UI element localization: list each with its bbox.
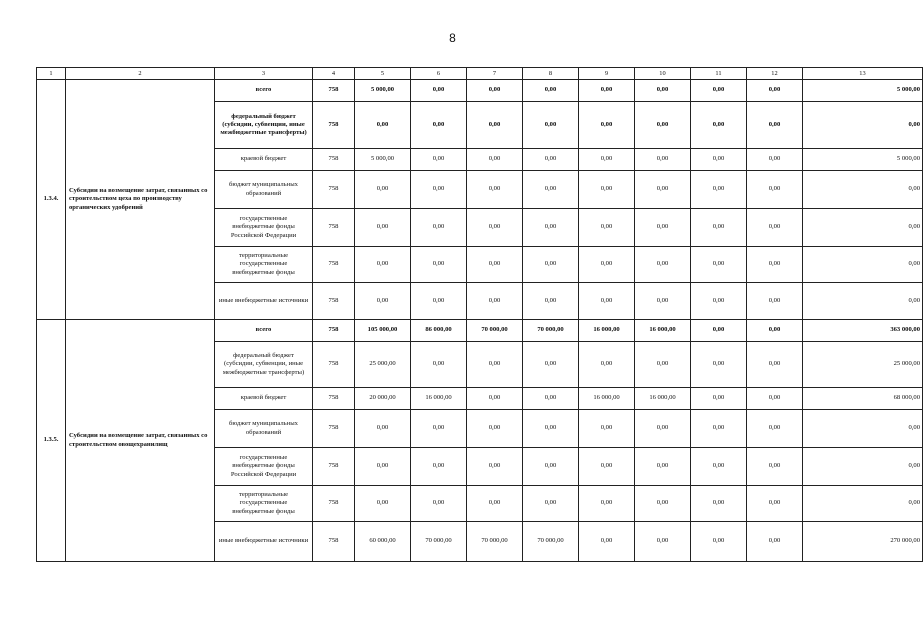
budget-table — [36, 67, 923, 562]
amount-cell: 0,00 — [523, 486, 579, 522]
amount-cell: 25 000,00 — [803, 342, 923, 388]
code-cell: 758 — [313, 448, 355, 486]
column-header: 3 — [215, 68, 313, 80]
amount-cell: 0,00 — [411, 410, 467, 448]
amount-cell: 0,00 — [523, 102, 579, 149]
amount-cell: 0,00 — [747, 320, 803, 342]
column-header: 12 — [747, 68, 803, 80]
amount-cell: 5 000,00 — [803, 149, 923, 171]
funding-source: всего — [215, 80, 313, 102]
amount-cell: 16 000,00 — [411, 388, 467, 410]
amount-cell: 0,00 — [411, 209, 467, 247]
amount-cell: 70 000,00 — [467, 522, 523, 562]
amount-cell: 0,00 — [747, 102, 803, 149]
amount-cell: 0,00 — [523, 80, 579, 102]
amount-cell: 0,00 — [691, 283, 747, 320]
amount-cell: 0,00 — [691, 320, 747, 342]
amount-cell: 0,00 — [523, 342, 579, 388]
amount-cell: 0,00 — [523, 283, 579, 320]
amount-cell: 0,00 — [355, 486, 411, 522]
amount-cell: 0,00 — [355, 410, 411, 448]
amount-cell: 0,00 — [579, 149, 635, 171]
amount-cell: 0,00 — [747, 388, 803, 410]
amount-cell: 0,00 — [579, 283, 635, 320]
amount-cell: 0,00 — [523, 209, 579, 247]
amount-cell: 0,00 — [803, 209, 923, 247]
amount-cell: 0,00 — [579, 171, 635, 209]
funding-source: государственные внебюджетные фонды Российской Федерации — [215, 448, 313, 486]
amount-cell: 0,00 — [355, 171, 411, 209]
amount-cell: 0,00 — [467, 149, 523, 171]
amount-cell: 0,00 — [803, 283, 923, 320]
amount-cell: 0,00 — [411, 247, 467, 283]
code-cell: 758 — [313, 171, 355, 209]
amount-cell: 0,00 — [691, 342, 747, 388]
amount-cell: 0,00 — [579, 342, 635, 388]
amount-cell: 0,00 — [579, 410, 635, 448]
column-header: 7 — [467, 68, 523, 80]
funding-source: государственные внебюджетные фонды Российской Федерации — [215, 209, 313, 247]
code-cell: 758 — [313, 247, 355, 283]
column-header: 11 — [691, 68, 747, 80]
code-cell: 758 — [313, 320, 355, 342]
amount-cell: 0,00 — [803, 171, 923, 209]
amount-cell: 0,00 — [411, 448, 467, 486]
amount-cell: 0,00 — [691, 522, 747, 562]
amount-cell: 0,00 — [635, 522, 691, 562]
amount-cell: 0,00 — [635, 171, 691, 209]
amount-cell: 0,00 — [691, 486, 747, 522]
amount-cell: 105 000,00 — [355, 320, 411, 342]
amount-cell: 0,00 — [579, 80, 635, 102]
column-header: 6 — [411, 68, 467, 80]
amount-cell: 0,00 — [747, 247, 803, 283]
amount-cell: 0,00 — [691, 80, 747, 102]
amount-cell: 0,00 — [467, 283, 523, 320]
funding-source: федеральный бюджет (субсидии, субвенции, иные межбюджетные трансферты) — [215, 102, 313, 149]
column-header: 4 — [313, 68, 355, 80]
amount-cell: 0,00 — [467, 410, 523, 448]
item-name: Субсидии на возмещение затрат, связанных со строительством овощехранилищ — [66, 320, 215, 562]
amount-cell: 0,00 — [747, 448, 803, 486]
funding-source: всего — [215, 320, 313, 342]
amount-cell: 5 000,00 — [355, 80, 411, 102]
amount-cell: 0,00 — [411, 102, 467, 149]
amount-cell: 0,00 — [691, 102, 747, 149]
amount-cell: 0,00 — [579, 448, 635, 486]
funding-source: краевой бюджет — [215, 149, 313, 171]
amount-cell: 0,00 — [467, 342, 523, 388]
funding-source: территориальные государственные внебюджетные фонды — [215, 486, 313, 522]
amount-cell: 5 000,00 — [355, 149, 411, 171]
amount-cell: 16 000,00 — [579, 320, 635, 342]
amount-cell: 0,00 — [747, 283, 803, 320]
amount-cell: 0,00 — [635, 283, 691, 320]
amount-cell: 0,00 — [635, 80, 691, 102]
item-code: 1.3.5. — [37, 320, 66, 562]
amount-cell: 0,00 — [467, 209, 523, 247]
item-name: Субсидии на возмещение затрат, связанных со строительством цеха по производству органических удобрений — [66, 80, 215, 320]
amount-cell: 0,00 — [635, 149, 691, 171]
amount-cell: 0,00 — [579, 209, 635, 247]
column-header: 8 — [523, 68, 579, 80]
column-header: 5 — [355, 68, 411, 80]
amount-cell: 363 000,00 — [803, 320, 923, 342]
code-cell: 758 — [313, 522, 355, 562]
header-row — [37, 68, 923, 80]
amount-cell: 0,00 — [523, 410, 579, 448]
code-cell: 758 — [313, 410, 355, 448]
funding-source: бюджет муниципальных образований — [215, 171, 313, 209]
amount-cell: 0,00 — [355, 247, 411, 283]
amount-cell: 0,00 — [467, 102, 523, 149]
code-cell: 758 — [313, 486, 355, 522]
code-cell: 758 — [313, 80, 355, 102]
column-header: 1 — [37, 68, 66, 80]
table-row — [37, 80, 923, 102]
amount-cell: 0,00 — [747, 209, 803, 247]
amount-cell: 16 000,00 — [579, 388, 635, 410]
funding-source: бюджет муниципальных образований — [215, 410, 313, 448]
code-cell: 758 — [313, 388, 355, 410]
amount-cell: 0,00 — [411, 486, 467, 522]
amount-cell: 0,00 — [635, 486, 691, 522]
amount-cell: 0,00 — [747, 522, 803, 562]
amount-cell: 0,00 — [523, 247, 579, 283]
amount-cell: 60 000,00 — [355, 522, 411, 562]
amount-cell: 0,00 — [411, 283, 467, 320]
amount-cell: 68 000,00 — [803, 388, 923, 410]
amount-cell: 0,00 — [579, 522, 635, 562]
amount-cell: 0,00 — [635, 102, 691, 149]
amount-cell: 0,00 — [747, 80, 803, 102]
code-cell: 758 — [313, 149, 355, 171]
amount-cell: 270 000,00 — [803, 522, 923, 562]
amount-cell: 0,00 — [635, 342, 691, 388]
amount-cell: 0,00 — [803, 410, 923, 448]
amount-cell: 70 000,00 — [411, 522, 467, 562]
funding-source: федеральный бюджет (субсидии, субвенции, иные межбюджетные трансферты) — [215, 342, 313, 388]
amount-cell: 0,00 — [523, 448, 579, 486]
funding-source: иные внебюджетные источники — [215, 522, 313, 562]
amount-cell: 0,00 — [747, 410, 803, 448]
amount-cell: 0,00 — [691, 209, 747, 247]
amount-cell: 0,00 — [355, 209, 411, 247]
amount-cell: 0,00 — [635, 247, 691, 283]
amount-cell: 0,00 — [411, 80, 467, 102]
amount-cell: 0,00 — [523, 388, 579, 410]
amount-cell: 0,00 — [691, 149, 747, 171]
amount-cell: 0,00 — [579, 486, 635, 522]
amount-cell: 0,00 — [803, 102, 923, 149]
amount-cell: 0,00 — [747, 486, 803, 522]
column-header: 13 — [803, 68, 923, 80]
amount-cell: 0,00 — [355, 102, 411, 149]
code-cell: 758 — [313, 283, 355, 320]
amount-cell: 0,00 — [747, 149, 803, 171]
amount-cell: 0,00 — [355, 283, 411, 320]
amount-cell: 25 000,00 — [355, 342, 411, 388]
amount-cell: 20 000,00 — [355, 388, 411, 410]
amount-cell: 0,00 — [467, 448, 523, 486]
funding-source: иные внебюджетные источники — [215, 283, 313, 320]
amount-cell: 0,00 — [579, 247, 635, 283]
amount-cell: 0,00 — [635, 209, 691, 247]
item-code: 1.3.4. — [37, 80, 66, 320]
amount-cell: 0,00 — [747, 342, 803, 388]
page-number: 8 — [449, 31, 456, 45]
amount-cell: 0,00 — [467, 486, 523, 522]
amount-cell: 16 000,00 — [635, 320, 691, 342]
amount-cell: 0,00 — [467, 388, 523, 410]
code-cell: 758 — [313, 209, 355, 247]
amount-cell: 70 000,00 — [523, 320, 579, 342]
amount-cell: 0,00 — [467, 247, 523, 283]
amount-cell: 0,00 — [411, 171, 467, 209]
code-cell: 758 — [313, 102, 355, 149]
amount-cell: 0,00 — [635, 410, 691, 448]
amount-cell: 0,00 — [411, 342, 467, 388]
amount-cell: 0,00 — [691, 171, 747, 209]
amount-cell: 0,00 — [691, 388, 747, 410]
amount-cell: 0,00 — [355, 448, 411, 486]
amount-cell: 0,00 — [803, 486, 923, 522]
amount-cell: 0,00 — [803, 247, 923, 283]
table-row — [37, 320, 923, 342]
amount-cell: 0,00 — [523, 149, 579, 171]
amount-cell: 0,00 — [691, 448, 747, 486]
amount-cell: 0,00 — [411, 149, 467, 171]
amount-cell: 0,00 — [467, 171, 523, 209]
amount-cell: 70 000,00 — [523, 522, 579, 562]
column-header: 2 — [66, 68, 215, 80]
amount-cell: 70 000,00 — [467, 320, 523, 342]
amount-cell: 0,00 — [579, 102, 635, 149]
amount-cell: 0,00 — [467, 80, 523, 102]
column-header: 10 — [635, 68, 691, 80]
amount-cell: 5 000,00 — [803, 80, 923, 102]
amount-cell: 16 000,00 — [635, 388, 691, 410]
column-header: 9 — [579, 68, 635, 80]
amount-cell: 0,00 — [747, 171, 803, 209]
funding-source: территориальные государственные внебюджетные фонды — [215, 247, 313, 283]
amount-cell: 86 000,00 — [411, 320, 467, 342]
amount-cell: 0,00 — [691, 410, 747, 448]
funding-source: краевой бюджет — [215, 388, 313, 410]
amount-cell: 0,00 — [635, 448, 691, 486]
amount-cell: 0,00 — [803, 448, 923, 486]
amount-cell: 0,00 — [691, 247, 747, 283]
code-cell: 758 — [313, 342, 355, 388]
amount-cell: 0,00 — [523, 171, 579, 209]
